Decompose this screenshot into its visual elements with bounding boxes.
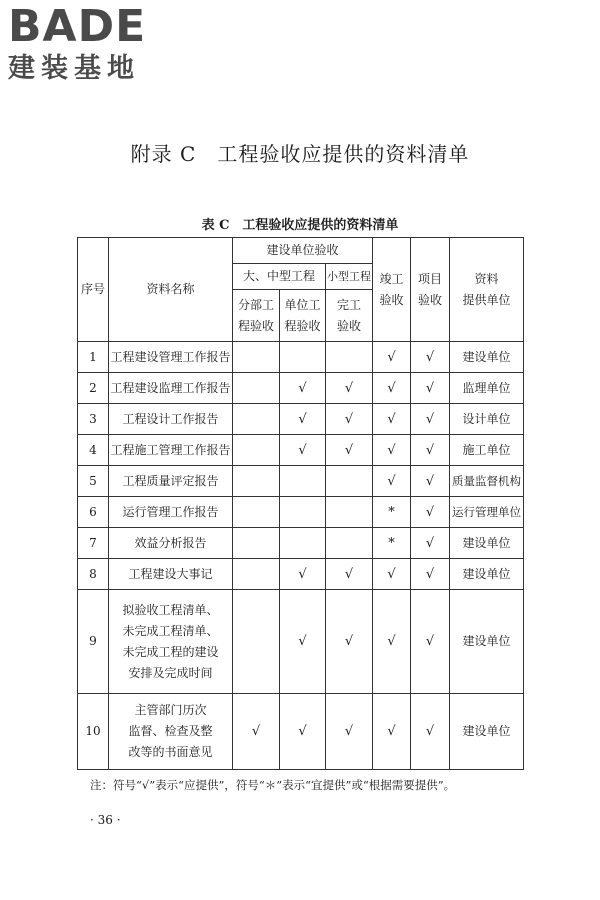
header-name: 资料名称: [109, 238, 233, 342]
cell-name-line: 主管部门历次: [134, 703, 207, 717]
cell-provider: 设计单位: [450, 404, 524, 435]
cell-complete: [326, 528, 373, 559]
cell-seq: 10: [78, 694, 109, 770]
page-number: · 36 ·: [90, 813, 121, 827]
table-row: [78, 435, 524, 466]
header-project-line: 项目: [418, 271, 443, 286]
header-sub-part: [233, 290, 280, 342]
header-seq: 序号: [78, 238, 109, 342]
cell-project: √: [411, 342, 450, 373]
header-provider: [450, 238, 524, 342]
cell-name-line: 工程建设监理工作报告: [110, 380, 231, 395]
cell-unit: [280, 528, 326, 559]
cell-provider: 建设单位: [450, 694, 524, 770]
cell-final: *: [373, 497, 411, 528]
cell-provider: 建设单位: [450, 559, 524, 590]
table-row: [78, 404, 524, 435]
cell-final: *: [373, 528, 411, 559]
cell-name: [109, 466, 233, 497]
table-row: [78, 466, 524, 497]
cell-seq: 9: [78, 590, 109, 694]
cell-project: √: [411, 590, 450, 694]
header-large-medium: 大、中型工程: [233, 264, 326, 290]
cell-provider: 施工单位: [450, 435, 524, 466]
cell-unit: [280, 466, 326, 497]
cell-name-line: 安排及完成时间: [128, 665, 213, 680]
cell-sub-part: √: [233, 694, 280, 770]
logo-subtitle: 建装基地: [8, 53, 140, 84]
cell-sub-part: [233, 435, 280, 466]
cell-final: √: [373, 590, 411, 694]
cell-provider: 监理单位: [450, 373, 524, 404]
table-row: [78, 342, 524, 373]
header-complete-line: 完工: [337, 297, 362, 312]
cell-name: [109, 435, 233, 466]
cell-name: [109, 404, 233, 435]
header-sub-part-line: 程验收: [237, 318, 274, 333]
cell-sub-part: [233, 497, 280, 528]
cell-unit: √: [280, 559, 326, 590]
cell-name-line: 改等的书面意见: [128, 745, 213, 759]
header-final-line: 验收: [379, 292, 404, 307]
cell-project: √: [411, 559, 450, 590]
cell-name-line: 监督、检查及整: [128, 724, 213, 738]
cell-unit: [280, 342, 326, 373]
cell-seq: 6: [78, 497, 109, 528]
header-sub-part-line: 分部工: [237, 297, 274, 312]
cell-complete: √: [326, 590, 373, 694]
table-row: [78, 528, 524, 559]
header-unit-line: 单位工: [284, 297, 321, 312]
cell-sub-part: [233, 559, 280, 590]
table-row: [78, 559, 524, 590]
cell-final: √: [373, 373, 411, 404]
header-unit: [280, 290, 326, 342]
cell-seq: 1: [78, 342, 109, 373]
cell-name-line: 运行管理工作报告: [122, 504, 219, 519]
cell-name-line: 工程建设管理工作报告: [110, 349, 231, 364]
table-caption: 表 C 工程验收应提供的资料清单: [201, 218, 399, 233]
cell-provider: 建设单位: [450, 590, 524, 694]
table-row: [78, 497, 524, 528]
cell-complete: √: [326, 559, 373, 590]
cell-seq: 7: [78, 528, 109, 559]
table-row: [78, 373, 524, 404]
cell-project: √: [411, 497, 450, 528]
table-row: [78, 590, 524, 694]
cell-seq: 3: [78, 404, 109, 435]
cell-name: [109, 342, 233, 373]
header-project-line: 验收: [418, 292, 443, 307]
cell-project: √: [411, 528, 450, 559]
cell-complete: [326, 466, 373, 497]
header-unit-line: 程验收: [284, 318, 321, 333]
cell-sub-part: [233, 590, 280, 694]
cell-project: √: [411, 435, 450, 466]
cell-name: [109, 559, 233, 590]
header-complete: [326, 290, 373, 342]
cell-complete: √: [326, 694, 373, 770]
cell-provider: 运行管理单位: [450, 497, 524, 528]
header-final-line: 竣工: [379, 271, 404, 286]
cell-project: √: [411, 404, 450, 435]
cell-complete: √: [326, 435, 373, 466]
cell-name-line: 工程建设大事记: [128, 566, 213, 581]
cell-name: [109, 373, 233, 404]
header-complete-line: 验收: [337, 318, 362, 333]
cell-final: √: [373, 404, 411, 435]
cell-project: √: [411, 373, 450, 404]
cell-final: √: [373, 559, 411, 590]
header-final: [373, 238, 411, 342]
cell-unit: √: [280, 404, 326, 435]
cell-name-line: 效益分析报告: [134, 535, 207, 550]
appendix-title: 附录 C 工程验收应提供的资料清单: [130, 142, 470, 166]
cell-seq: 4: [78, 435, 109, 466]
cell-name-line: 未完成工程清单、: [122, 623, 219, 638]
cell-sub-part: [233, 528, 280, 559]
cell-provider: 质量监督机构: [450, 466, 524, 497]
cell-provider: 建设单位: [450, 342, 524, 373]
cell-name: [109, 528, 233, 559]
cell-final: √: [373, 466, 411, 497]
cell-name-line: 未完成工程的建设: [122, 644, 219, 659]
cell-sub-part: [233, 373, 280, 404]
cell-name-line: 工程设计工作报告: [122, 411, 219, 426]
cell-unit: √: [280, 590, 326, 694]
cell-final: √: [373, 342, 411, 373]
cell-project: √: [411, 694, 450, 770]
cell-sub-part: [233, 404, 280, 435]
cell-seq: 8: [78, 559, 109, 590]
table-note: 注：符号“√”表示“应提供”，符号“＊”表示“宜提供”或“根据需要提供”。: [90, 778, 456, 792]
cell-project: √: [411, 466, 450, 497]
header-project: [411, 238, 450, 342]
cell-final: √: [373, 694, 411, 770]
cell-provider: 建设单位: [450, 528, 524, 559]
logo-wordmark: BADE: [8, 1, 147, 52]
cell-complete: [326, 497, 373, 528]
cell-name: [109, 497, 233, 528]
cell-complete: [326, 342, 373, 373]
logo: [8, 1, 147, 86]
cell-unit: √: [280, 373, 326, 404]
cell-final: √: [373, 435, 411, 466]
cell-sub-part: [233, 342, 280, 373]
cell-unit: [280, 497, 326, 528]
cell-complete: √: [326, 373, 373, 404]
cell-seq: 2: [78, 373, 109, 404]
cell-name: [109, 590, 233, 694]
materials-table: [77, 237, 524, 770]
cell-sub-part: [233, 466, 280, 497]
cell-unit: √: [280, 435, 326, 466]
header-small: 小型工程: [326, 264, 373, 290]
table-row: [78, 694, 524, 770]
cell-unit: √: [280, 694, 326, 770]
header-provider-line: 提供单位: [462, 292, 511, 307]
header-org-acceptance: 建设单位验收: [233, 238, 373, 264]
cell-complete: √: [326, 404, 373, 435]
cell-name: [109, 694, 233, 770]
cell-name-line: 工程质量评定报告: [122, 473, 219, 488]
cell-seq: 5: [78, 466, 109, 497]
cell-name-line: 拟验收工程清单、: [122, 602, 219, 617]
cell-name-line: 工程施工管理工作报告: [110, 442, 231, 457]
header-provider-line: 资料: [474, 271, 499, 286]
